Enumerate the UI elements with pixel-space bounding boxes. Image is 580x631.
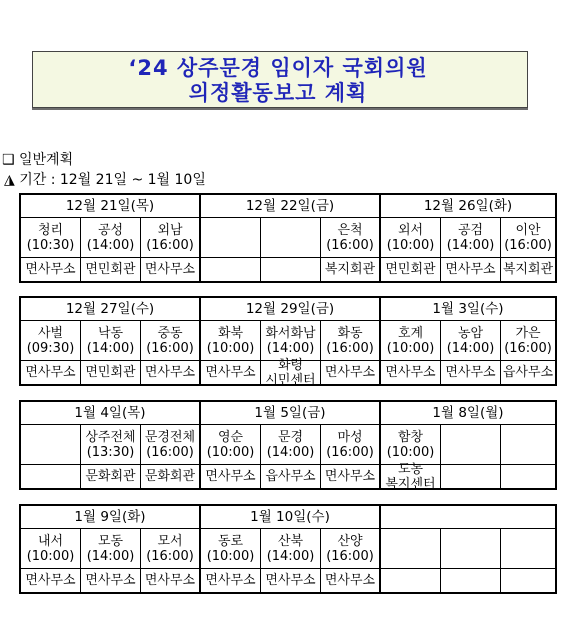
visit-cell xyxy=(501,425,555,465)
venue-cell xyxy=(441,258,501,281)
visit-town: 청리 xyxy=(37,222,64,238)
visit-time: (14:00) xyxy=(266,340,315,356)
visit-town: 동로 xyxy=(217,533,244,549)
visit-cell xyxy=(81,425,141,465)
title-line-1: ‘24 상주문경 임이자 국회의원 xyxy=(128,56,428,80)
title-line-2: 의정활동보고 계획 xyxy=(188,81,368,105)
venue-cell xyxy=(441,361,501,384)
visit-cell xyxy=(81,529,141,569)
visit-venue: 읍사무소 xyxy=(265,469,316,484)
visit-time: (14:00) xyxy=(266,548,315,564)
visit-time: (13:30) xyxy=(86,444,135,460)
visit-time: (16:00) xyxy=(146,237,194,253)
visit-town: 농암 xyxy=(457,325,484,341)
venue-cell xyxy=(501,361,555,384)
visit-town: 모서 xyxy=(157,533,183,549)
visit-cell xyxy=(81,218,141,258)
visit-cell xyxy=(501,529,555,569)
visit-cell xyxy=(381,425,441,465)
day-header: 1월 3일(수) xyxy=(381,298,555,321)
venue-cell xyxy=(201,361,261,384)
visit-town: 문경전체 xyxy=(144,429,196,445)
visit-venue: 화령 xyxy=(277,357,304,373)
visit-town: 중동 xyxy=(157,325,183,341)
visit-cell xyxy=(201,425,261,465)
visit-time: (14:00) xyxy=(446,237,495,253)
visit-town: 호계 xyxy=(397,325,424,341)
visit-time: (10:00) xyxy=(26,548,75,564)
visit-venue: 면사무소 xyxy=(324,469,376,484)
visit-venue: 면사무소 xyxy=(144,262,196,277)
visit-time: (16:00) xyxy=(326,548,374,564)
day-header xyxy=(381,506,555,529)
visit-town: 은척 xyxy=(337,222,363,238)
visit-cell xyxy=(81,321,141,361)
visit-town: 외남 xyxy=(157,222,183,238)
visit-venue: 면사무소 xyxy=(144,573,196,588)
visit-town: 영순 xyxy=(217,429,244,445)
visit-venue: 면사무소 xyxy=(324,573,376,588)
venue-cell xyxy=(261,357,321,388)
visit-cell xyxy=(261,529,321,569)
visit-time: (14:00) xyxy=(86,548,135,564)
venue-cell xyxy=(501,465,555,488)
section-heading: ❑ 일반계획 xyxy=(2,152,74,168)
venue-cell xyxy=(21,361,81,384)
venue-cell xyxy=(201,258,261,281)
venue-cell xyxy=(21,258,81,281)
visit-town: 산양 xyxy=(337,533,363,549)
visit-time: (14:00) xyxy=(266,444,315,460)
visit-time: (16:00) xyxy=(326,340,374,356)
visit-time: (16:00) xyxy=(504,340,552,356)
venue-cell xyxy=(261,465,321,488)
venue-cell xyxy=(21,465,81,488)
visit-cell xyxy=(141,321,201,361)
visit-cell xyxy=(21,529,81,569)
venue-cell xyxy=(441,465,501,488)
venue-cell xyxy=(21,569,81,592)
visit-town: 화북 xyxy=(217,325,244,341)
day-header: 12월 27일(수) xyxy=(21,298,201,321)
week-block xyxy=(19,296,557,386)
visit-town: 화동 xyxy=(337,325,363,341)
visit-cell xyxy=(441,321,501,361)
venue-cell xyxy=(321,569,381,592)
visit-cell xyxy=(261,218,321,258)
visit-cell xyxy=(501,218,555,258)
venue-cell xyxy=(141,361,201,384)
visit-venue: 면사무소 xyxy=(144,365,196,380)
visit-time: (10:00) xyxy=(386,444,435,460)
day-header: 1월 8일(월) xyxy=(381,402,555,425)
visit-time: (14:00) xyxy=(86,237,135,253)
visit-venue: 면사무소 xyxy=(25,573,76,588)
visit-venue: 면사무소 xyxy=(25,365,76,380)
visit-venue: 면민회관 xyxy=(85,262,136,277)
visit-venue: 면사무소 xyxy=(205,365,256,380)
visit-town: 낙동 xyxy=(97,325,124,341)
title-box xyxy=(32,51,528,108)
day-header: 1월 5일(금) xyxy=(201,402,381,425)
day-header: 12월 21일(목) xyxy=(21,195,201,218)
visit-town: 공검 xyxy=(457,222,484,238)
day-header: 12월 29일(금) xyxy=(201,298,381,321)
visit-cell xyxy=(381,218,441,258)
visit-town: 화서화남 xyxy=(265,325,316,341)
visit-town: 가은 xyxy=(515,325,541,341)
venue-cell xyxy=(81,361,141,384)
venue-cell xyxy=(321,361,381,384)
visit-venue: 복지회관 xyxy=(324,262,376,277)
visit-cell xyxy=(321,529,381,569)
venue-cell xyxy=(81,465,141,488)
visit-town: 함창 xyxy=(397,429,424,445)
visit-venue: 읍사무소 xyxy=(502,365,554,380)
visit-cell xyxy=(321,425,381,465)
venue-cell xyxy=(321,258,381,281)
visit-venue: 면사무소 xyxy=(385,365,436,380)
visit-venue: 복지회관 xyxy=(502,262,554,277)
day-header: 1월 4일(목) xyxy=(21,402,201,425)
visit-cell xyxy=(381,321,441,361)
venue-cell xyxy=(381,258,441,281)
visit-cell xyxy=(441,218,501,258)
venue-cell xyxy=(81,569,141,592)
visit-venue: 문화회관 xyxy=(85,469,136,484)
visit-time: (10:30) xyxy=(26,237,75,253)
visit-town: 상주전체 xyxy=(85,429,136,445)
venue-cell xyxy=(261,258,321,281)
venue-cell xyxy=(141,258,201,281)
visit-cell xyxy=(21,321,81,361)
visit-cell xyxy=(321,218,381,258)
venue-cell xyxy=(81,258,141,281)
visit-cell xyxy=(501,321,555,361)
visit-time: (14:00) xyxy=(446,340,495,356)
venue-cell xyxy=(321,465,381,488)
visit-venue: 면사무소 xyxy=(265,573,316,588)
venue-cell xyxy=(261,569,321,592)
day-header: 1월 9일(화) xyxy=(21,506,201,529)
venue-cell xyxy=(501,258,555,281)
visit-time: (16:00) xyxy=(146,548,194,564)
visit-time: (14:00) xyxy=(86,340,135,356)
visit-town: 내서 xyxy=(37,533,64,549)
visit-cell xyxy=(201,218,261,258)
visit-time: (16:00) xyxy=(326,237,374,253)
visit-venue: 면사무소 xyxy=(324,365,376,380)
visit-town: 사벌 xyxy=(37,325,64,341)
day-header: 12월 26일(화) xyxy=(381,195,555,218)
visit-venue: 면민회관 xyxy=(85,365,136,380)
visit-time: (10:00) xyxy=(206,340,255,356)
week-block xyxy=(19,193,557,283)
visit-town: 산북 xyxy=(277,533,304,549)
venue-cell xyxy=(201,465,261,488)
day-header: 1월 10일(수) xyxy=(201,506,381,529)
venue-cell xyxy=(381,361,441,384)
visit-cell xyxy=(261,425,321,465)
visit-town: 문경 xyxy=(277,429,304,445)
visit-town: 공성 xyxy=(97,222,124,238)
visit-venue: 면사무소 xyxy=(25,262,76,277)
visit-cell xyxy=(21,425,81,465)
visit-town: 외서 xyxy=(397,222,424,238)
visit-time: (10:00) xyxy=(206,444,255,460)
visit-venue: 면민회관 xyxy=(385,262,436,277)
visit-venue: 시민센터 xyxy=(265,372,316,388)
visit-town: 이안 xyxy=(515,222,541,238)
visit-venue: 면사무소 xyxy=(205,469,256,484)
visit-venue: 면사무소 xyxy=(85,573,136,588)
visit-venue: 면사무소 xyxy=(205,573,256,588)
visit-town: 마성 xyxy=(337,429,363,445)
venue-cell xyxy=(141,569,201,592)
visit-cell xyxy=(141,425,201,465)
visit-cell xyxy=(321,321,381,361)
visit-cell xyxy=(201,321,261,361)
visit-cell xyxy=(21,218,81,258)
visit-town: 모동 xyxy=(97,533,124,549)
visit-time: (16:00) xyxy=(146,340,194,356)
week-block xyxy=(19,400,557,490)
visit-cell xyxy=(141,529,201,569)
visit-cell xyxy=(141,218,201,258)
venue-cell xyxy=(201,569,261,592)
day-header: 12월 22일(금) xyxy=(201,195,381,218)
venue-cell xyxy=(381,461,441,492)
visit-time: (16:00) xyxy=(504,237,552,253)
visit-time: (10:00) xyxy=(386,340,435,356)
visit-time: (10:00) xyxy=(206,548,255,564)
visit-venue: 복지센터 xyxy=(385,476,436,492)
visit-cell xyxy=(441,529,501,569)
visit-venue: 면사무소 xyxy=(445,262,496,277)
visit-venue: 도농 xyxy=(397,461,424,477)
venue-cell xyxy=(141,465,201,488)
visit-venue: 문화회관 xyxy=(144,469,196,484)
venue-cell xyxy=(501,569,555,592)
visit-cell xyxy=(201,529,261,569)
visit-cell xyxy=(261,321,321,361)
visit-cell xyxy=(381,529,441,569)
venue-cell xyxy=(441,569,501,592)
visit-time: (16:00) xyxy=(326,444,374,460)
visit-time: (10:00) xyxy=(386,237,435,253)
visit-time: (16:00) xyxy=(146,444,194,460)
venue-cell xyxy=(381,569,441,592)
schedule-table xyxy=(19,193,557,594)
visit-time: (09:30) xyxy=(26,340,75,356)
week-block xyxy=(19,504,557,594)
period-line: ◮ 기간 : 12월 21일 ~ 1월 10일 xyxy=(4,172,206,188)
visit-venue: 면사무소 xyxy=(445,365,496,380)
visit-cell xyxy=(441,425,501,465)
